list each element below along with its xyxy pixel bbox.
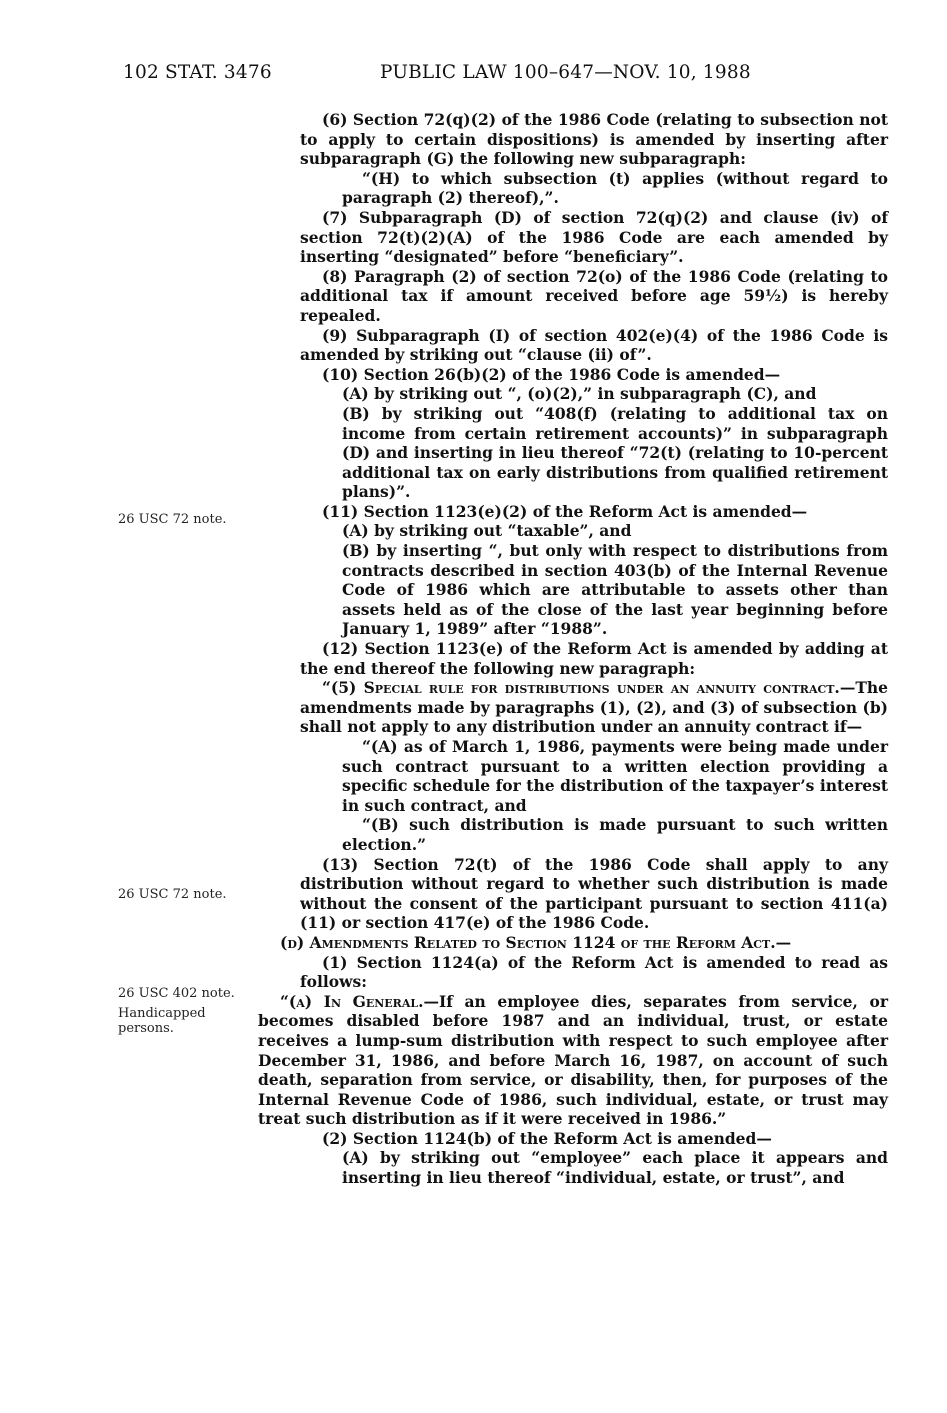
paragraph-d-1: (1) Section 1124(a) of the Reform Act is amended to read as follows: bbox=[300, 952, 888, 992]
paragraph-d-1-a bbox=[258, 992, 888, 1129]
paragraph-13: (13) Section 72(t) of the 1986 Code shall apply to any distribution without regard to whether such distribution is made without the consent of the participant pursuant to section 411(a)(11) or section 417(e) of the 1986 Code. bbox=[300, 854, 888, 933]
margin-note-usc-72: 26 USC 72 note. bbox=[118, 512, 227, 527]
subsection-d bbox=[280, 932, 888, 953]
paragraph-12-5-heading: “(5) Special rule for distributions under an annuity contract. bbox=[322, 678, 840, 698]
paragraph-6: (6) Section 72(q)(2) of the 1986 Code (relating to subsection not to apply to certain dispositions) is amended by inserting after subparagraph (G) the following new subparagraph: bbox=[300, 110, 888, 169]
paragraph-7: (7) Subparagraph (D) of section 72(q)(2) and clause (iv) of section 72(t)(2)(A) of the 1986 Code are each amended by inserting “designated” before “beneficiary”. bbox=[300, 207, 888, 267]
paragraph-d-2: (2) Section 1124(b) of the Reform Act is amended— bbox=[322, 1128, 772, 1148]
paragraph-11: (11) Section 1123(e)(2) of the Reform Act is amended— bbox=[322, 501, 808, 521]
paragraph-11-a: (A) by striking out “taxable”, and bbox=[342, 521, 632, 541]
paragraph-d-2-a: (A) by striking out “employee” each place it appears and inserting in lieu thereof “individual, estate, or trust”, and bbox=[342, 1148, 888, 1188]
paragraph-9: (9) Subparagraph (I) of section 402(e)(4) of the 1986 Code is amended by striking out “clause (ii) of”. bbox=[300, 325, 888, 365]
paragraph-12-5-text: —The amendments made by paragraphs (1), (2), and (3) of subsection (b) shall not apply to any distribution under an annuity contract if— bbox=[300, 678, 888, 737]
paragraph-10-a: (A) by striking out “, (o)(2),” in subparagraph (C), and bbox=[342, 384, 817, 404]
subsection-d-heading: (d) Amendments Related to Section 1124 of the Reform Act. bbox=[280, 932, 776, 952]
statute-page-number: 102 STAT. 3476 bbox=[123, 62, 272, 83]
paragraph-8: (8) Paragraph (2) of section 72(o) of the 1986 Code (relating to additional tax if amount received before age 59½) is hereby repealed. bbox=[300, 266, 888, 325]
paragraph-10: (10) Section 26(b)(2) of the 1986 Code is amended— bbox=[322, 364, 781, 384]
margin-note-usc-402: 26 USC 402 note. bbox=[118, 986, 235, 1001]
subsection-d-dash: — bbox=[775, 932, 792, 952]
paragraph-12: (12) Section 1123(e) of the Reform Act is amended by adding at the end thereof the following new paragraph: bbox=[300, 639, 888, 678]
paragraph-12-b: “(B) such distribution is made pursuant to such written election.” bbox=[342, 815, 888, 854]
margin-note-handicapped: Handicapped persons. bbox=[118, 1006, 206, 1036]
paragraph-12-5 bbox=[300, 678, 888, 737]
paragraph-d-1-a-heading: “(a) In General. bbox=[280, 991, 424, 1011]
paragraph-12-a: “(A) as of March 1, 1986, payments were being made under such contract pursuant to a written election providing a specific schedule for the distribution of the taxpayer’s interest in such contract, and bbox=[342, 737, 888, 815]
paragraph-10-b: (B) by striking out “408(f) (relating to additional tax on income from certain retirement accounts)” in subparagraph (D) and inserting in lieu thereof “72(t) (relating to 10-percent additional tax on early distributions from qualified retirement plans)”. bbox=[342, 403, 888, 502]
margin-note-usc-72-second: 26 USC 72 note. bbox=[118, 887, 227, 902]
paragraph-11-b: (B) by inserting “, but only with respect to distributions from contracts described in section 403(b) of the Internal Revenue Code of 1986 which are attributable to assets other than assets held as of the close of the last year beginning before January 1, 1989” after “1988”. bbox=[342, 541, 888, 639]
paragraph-6-h: “(H) to which subsection (t) applies (without regard to paragraph (2) thereof),”. bbox=[342, 168, 888, 208]
paragraph-d-1-a-text: —If an employee dies, separates from service, or becomes disabled before 1987 and an individual, trust, or estate receives a lump-sum distribution with respect to such employee after December 31, 1986, and before March 16, 1987, on account of such death, separation from service, or disability, then, for purposes of the Internal Revenue Code of 1986, such individual, estate, or trust may treat such distribution as if it were received in 1986.” bbox=[258, 991, 888, 1129]
running-header: PUBLIC LAW 100–647—NOV. 10, 1988 bbox=[380, 62, 751, 83]
body-text bbox=[258, 110, 888, 1188]
